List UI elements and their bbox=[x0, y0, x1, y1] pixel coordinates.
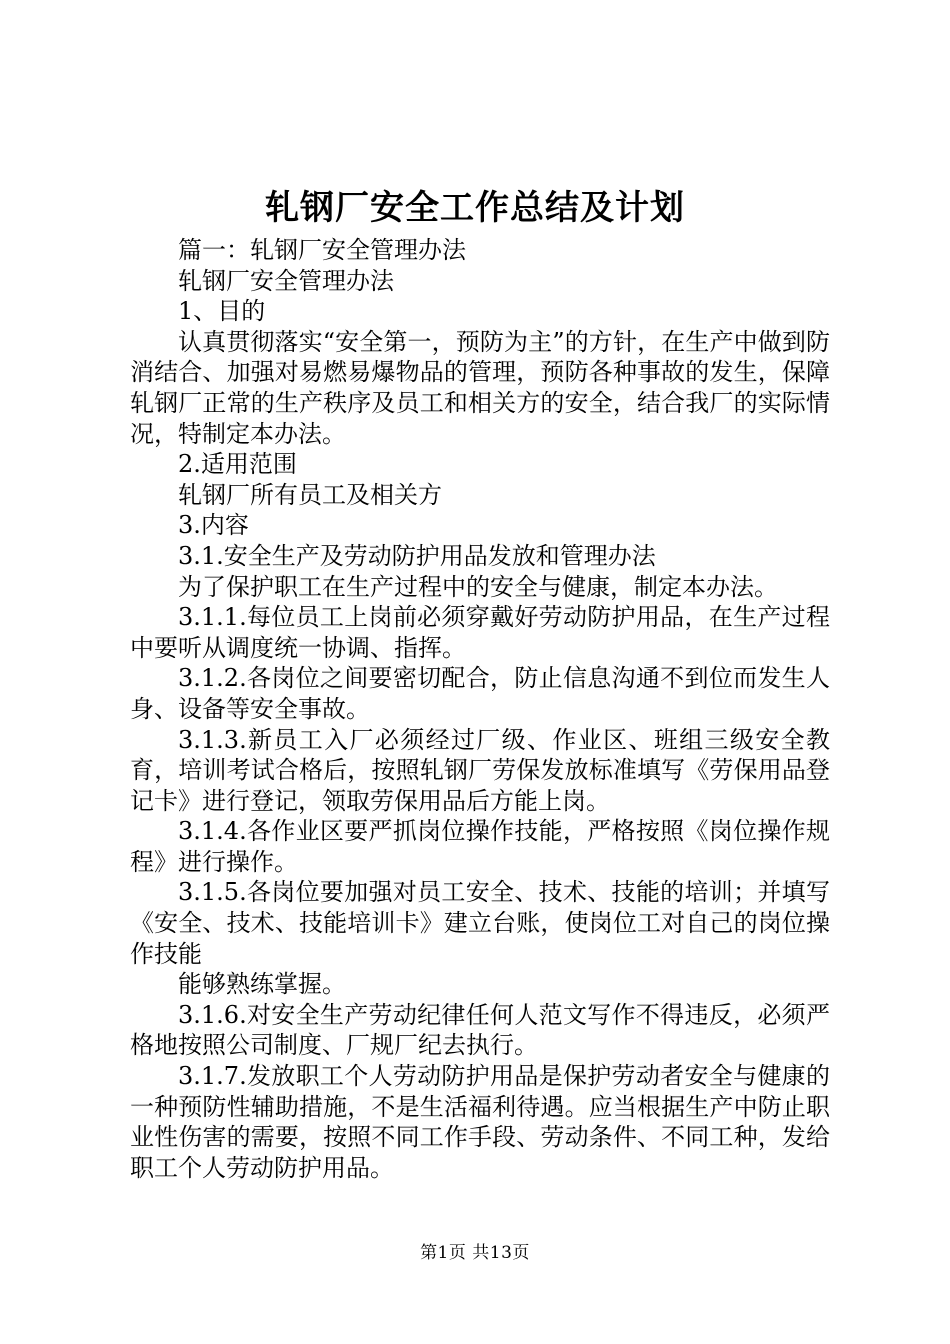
paragraph: 篇一：轧钢厂安全管理办法 bbox=[178, 236, 466, 264]
page-footer: 第1页 共13页 bbox=[420, 1243, 530, 1263]
paragraph: 2.适用范围 bbox=[178, 450, 297, 479]
paragraph: 3.内容 bbox=[178, 511, 249, 540]
paragraph: 3.1.5.各岗位要加强对员工安全、技术、技能的培训；并填写《安全、技术、技能培训卡》建立台账，使岗位工对自己的岗位操作技能 bbox=[130, 878, 830, 968]
paragraph: 认真贯彻落实“安全第一，预防为主”的方针，在生产中做到防消结合、加强对易燃易爆物品的管理，预防各种事故的发生，保障轧钢厂正常的生产秩序及员工和相关方的安全，结合我厂的实际情况，特制定本办法。 bbox=[130, 327, 830, 448]
paragraph: 3.1.6.对安全生产劳动纪律任何人范文写作不得违反，必须严格地按照公司制度、厂规厂纪去执行。 bbox=[130, 1000, 830, 1060]
paragraph: 3.1.1.每位员工上岗前必须穿戴好劳动防护用品，在生产过程中要听从调度统一协调、指挥。 bbox=[130, 603, 830, 662]
paragraph: 3.1.2.各岗位之间要密切配合，防止信息沟通不到位而发生人身、设备等安全事故。 bbox=[130, 664, 830, 723]
paragraph: 轧钢厂所有员工及相关方 bbox=[178, 480, 442, 509]
document-body bbox=[130, 235, 830, 1183]
paragraph: 3.1.4.各作业区要严抓岗位操作技能，严格按照《岗位操作规程》进行操作。 bbox=[130, 817, 830, 876]
paragraph: 3.1.3.新员工入厂必须经过厂级、作业区、班组三级安全教育，培训考试合格后，按照轧钢厂劳保发放标准填写《劳保用品登记卡》进行登记，领取劳保用品后方能上岗。 bbox=[130, 725, 830, 815]
paragraph: 能够熟练掌握。 bbox=[178, 970, 346, 999]
paragraph: 轧钢厂安全管理办法 bbox=[178, 266, 394, 295]
document-title: 轧钢厂安全工作总结及计划 bbox=[265, 188, 685, 228]
paragraph: 3.1.安全生产及劳动防护用品发放和管理办法 bbox=[178, 541, 656, 570]
paragraph: 为了保护职工在生产过程中的安全与健康，制定本办法。 bbox=[178, 572, 778, 601]
paragraph: 3.1.7.发放职工个人劳动防护用品是保护劳动者安全与健康的一种预防性辅助措施，不是生活福利待遇。应当根据生产中防止职业性伤害的需要，按照不同工作手段、劳动条件、不同工种，发给职工个人劳动防护用品。 bbox=[130, 1062, 830, 1182]
paragraph: 1、目的 bbox=[178, 297, 266, 326]
